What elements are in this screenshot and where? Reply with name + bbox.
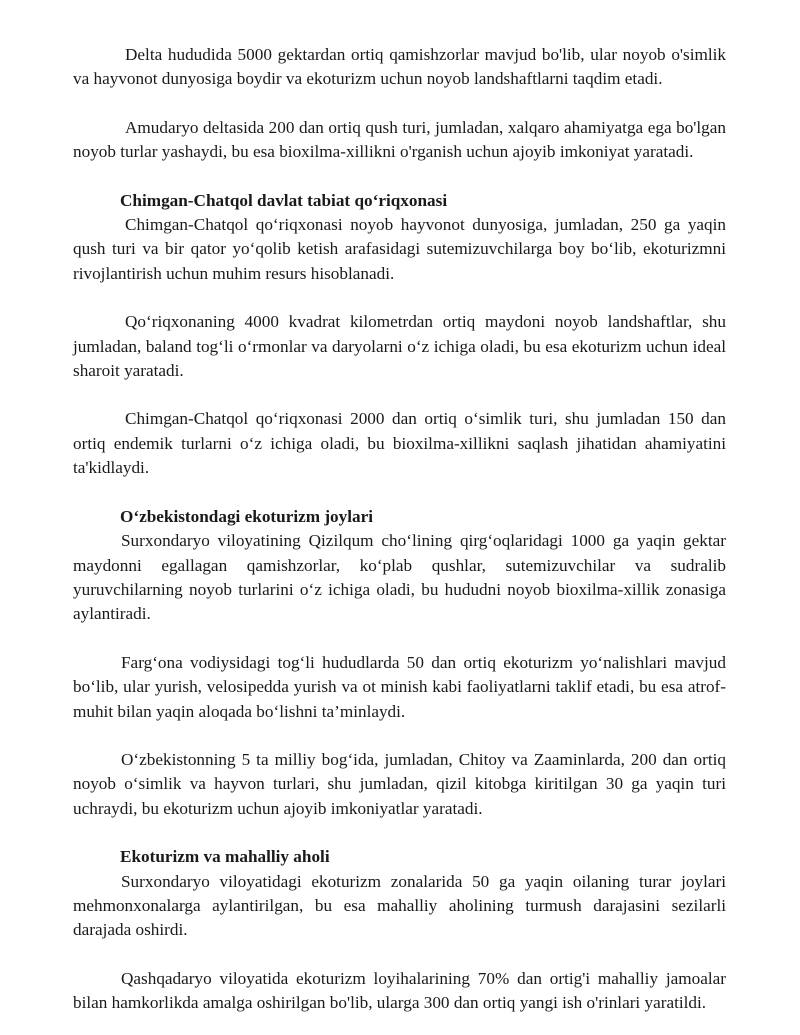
paragraph: Surxondaryo viloyatidagi ekoturizm zonalarida 50 ga yaqin oilaning turar joylari mehmonxonalarga aylantirilgan, bu esa mahalliy aholining turmush darajasini sezilarli darajada oshirdi. xyxy=(73,871,726,940)
section-heading: Chimgan-Chatqol davlat tabiat qo‘riqxonasi xyxy=(120,190,448,210)
paragraph: Farg‘ona vodiysidagi tog‘li hududlarda 50 dan ortiq ekoturizm yo‘nalishlari mavjud bo‘lib, ular yurish, velosipedda yurish va ot minish kabi faoliyatlarni taklif etadi, bu esa atrof-muhit bilan yaqin aloqada bo‘lishni ta’minlaydi. xyxy=(73,652,726,721)
paragraph: Qashqadaryo viloyatida ekoturizm loyihalarining 70% dan ortig'i mahalliy jamoalar bilan hamkorlikda amalga oshirilgan bo'lib, ularga 300 dan ortiq yangi ish o'rinlari yaratildi. xyxy=(73,968,726,1013)
paragraph: Chimgan-Chatqol qo‘riqxonasi 2000 dan ortiq o‘simlik turi, shu jumladan 150 dan ortiq endemik turlarni o‘z ichiga oladi, bu bioxilma-xillikni saqlash jihatidan ahamiyatini ta'kidlaydi. xyxy=(73,409,726,478)
section-heading: Ekoturizm va mahalliy aholi xyxy=(120,847,330,867)
paragraph: Qo‘riqxonaning 4000 kvadrat kilometrdan ortiq maydoni noyob landshaftlar, shu jumladan, baland tog‘li o‘rmonlar va daryolarni o‘z ichiga oladi, bu esa ekoturizm uchun ideal sharoit yaratadi. xyxy=(73,312,726,381)
paragraph: Surxondaryo viloyatining Qizilqum cho‘lining qirg‘oqlaridagi 1000 ga yaqin gektar maydonni egallagan qamishzorlar, ko‘plab qushlar, sutemizuvchilar va sudralib yuruvchilarning noyob turlarini o‘z ichiga oladi, bu hududni noyob bioxilma-xillik zonasiga aylantiradi. xyxy=(73,531,726,624)
paragraph: O‘zbekistonning 5 ta milliy bog‘ida, jumladan, Chitoy va Zaaminlarda, 200 dan ortiq noyob o‘simlik va hayvon turlari, shu jumladan, qizil kitobga kiritilgan 30 ga yaqin turi uchraydi, bu ekoturizm uchun ajoyib imkoniyatlar yaratadi. xyxy=(73,749,726,818)
document-page xyxy=(73,43,726,1016)
paragraph: Delta hududida 5000 gektardan ortiq qamishzorlar mavjud bo'lib, ular noyob o'simlik va hayvonot dunyosiga boydir va ekoturizm uchun noyob landshaftlarni taqdim etadi. xyxy=(73,45,726,89)
paragraph: Chimgan-Chatqol qo‘riqxonasi noyob hayvonot dunyosiga, jumladan, 250 ga yaqin qush turi va bir qator yo‘qolib ketish arafasidagi sutemizuvchilarga boy bo‘lib, ekoturizmni rivojlantirish uchun muhim resurs hisoblanadi. xyxy=(73,215,726,283)
section-heading: O‘zbekistondagi ekoturizm joylari xyxy=(120,506,374,526)
paragraph: Amudaryo deltasida 200 dan ortiq qush turi, jumladan, xalqaro ahamiyatga ega bo'lgan noyob turlar yashaydi, bu esa bioxilma-xillikni o'rganish uchun ajoyib imkoniyat yaratadi. xyxy=(73,117,726,162)
